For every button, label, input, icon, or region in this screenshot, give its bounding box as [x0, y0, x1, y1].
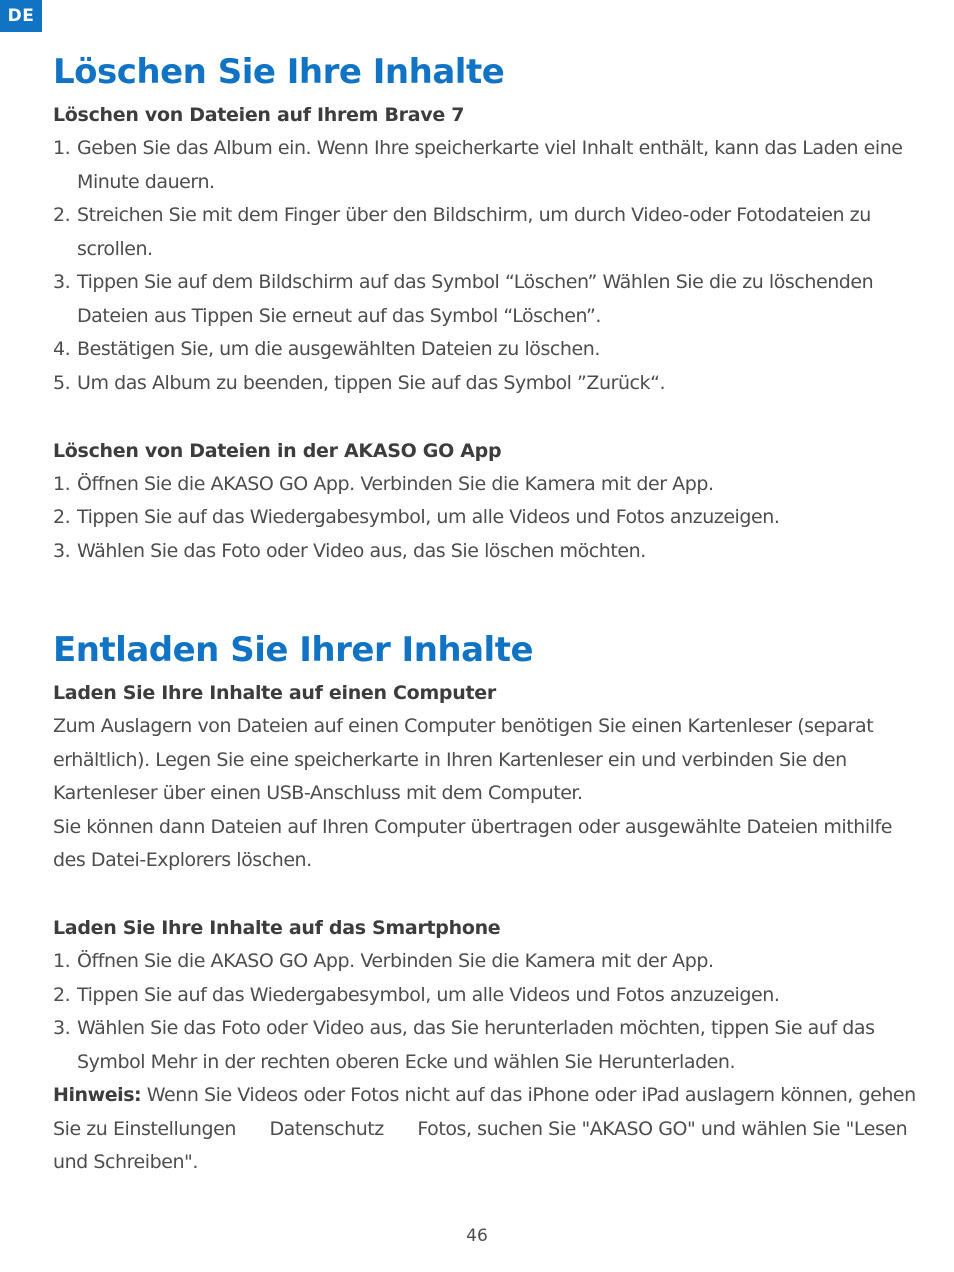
list-item-text: Geben Sie das Album ein. Wenn Ihre speicherkarte viel Inhalt enthält, kann das Laden eine Minute dauern.: [77, 137, 903, 193]
subheading-delete-on-camera: Löschen von Dateien auf Ihrem Brave 7: [53, 104, 465, 126]
list-item: [53, 333, 923, 367]
list-item-number: 3.: [53, 539, 71, 562]
spacer: [53, 568, 923, 624]
section-title-offload: Entladen Sie Ihrer Inhalte: [53, 630, 534, 670]
list-item-number: 2.: [53, 983, 71, 1006]
list-item: [53, 367, 923, 401]
list-item: [53, 501, 923, 535]
list-item: [53, 979, 923, 1013]
list-item-text: Wählen Sie das Foto oder Video aus, das Sie herunterladen möchten, tippen Sie auf das Symbol Mehr in der rechten oberen Ecke und wählen Sie Herunterladen.: [77, 1017, 875, 1073]
list-item-text: Öffnen Sie die AKASO GO App. Verbinden Sie die Kamera mit der App.: [77, 472, 714, 495]
list-item: [53, 945, 923, 979]
paragraph-card-reader: Zum Auslagern von Dateien auf einen Computer benötigen Sie einen Kartenleser (separat erhältlich). Legen Sie eine speicherkarte in Ihren Kartenleser ein und verbinden Sie den Kartenleser über einen USB-Anschluss mit dem Computer.: [53, 715, 874, 804]
list-item-text: Tippen Sie auf dem Bildschirm auf das Symbol “Löschen” Wählen Sie die zu löschenden Dateien aus Tippen Sie erneut auf das Symbol “Löschen”.: [77, 271, 874, 327]
page-content: [53, 46, 923, 1180]
steps-delete-in-app: [53, 468, 923, 569]
paragraph-file-explorer: Sie können dann Dateien auf Ihren Computer übertragen oder ausgewählte Dateien mithilfe des Datei-Explorers löschen.: [53, 815, 892, 871]
list-item-text: Um das Album zu beenden, tippen Sie auf das Symbol ”Zurück“.: [77, 371, 666, 394]
section-title-delete: Löschen Sie Ihre Inhalte: [53, 52, 505, 92]
list-item: [53, 468, 923, 502]
list-item-number: 5.: [53, 371, 71, 394]
list-item-text: Tippen Sie auf das Wiedergabesymbol, um alle Videos und Fotos anzuzeigen.: [77, 506, 780, 528]
steps-offload-smartphone: [53, 945, 923, 1079]
language-badge: DE: [0, 0, 42, 32]
list-item: [53, 132, 923, 199]
list-item-text: Bestätigen Sie, um die ausgewählten Dateien zu löschen.: [77, 338, 600, 360]
list-item-text: Öffnen Sie die AKASO GO App. Verbinden Sie die Kamera mit der App.: [77, 950, 714, 972]
list-item: [53, 1012, 923, 1079]
list-item-number: 1.: [53, 950, 71, 972]
spacer: [53, 400, 923, 434]
steps-delete-on-camera: [53, 132, 923, 400]
list-item-number: 2.: [53, 204, 71, 226]
list-item: [53, 535, 923, 569]
list-item-number: 1.: [53, 472, 71, 495]
list-item-number: 4.: [53, 338, 71, 360]
list-item-number: 3.: [53, 1017, 71, 1039]
spacer: [53, 878, 923, 912]
list-item-text: Wählen Sie das Foto oder Video aus, das Sie löschen möchten.: [77, 539, 646, 562]
note-paragraph: [53, 1079, 923, 1180]
list-item-number: 1.: [53, 137, 71, 159]
list-item-number: 3.: [53, 271, 71, 293]
page-number: 46: [466, 1226, 488, 1246]
note-label: Hinweis:: [53, 1084, 142, 1106]
subheading-offload-computer: Laden Sie Ihre Inhalte auf einen Computer: [53, 682, 496, 704]
note-text: Wenn Sie Videos oder Fotos nicht auf das iPhone oder iPad auslagern können, gehen Sie zu Einstellungen Datenschutz Fotos, suchen Sie "AKASO GO" und wählen Sie "Lesen und Schreiben".: [53, 1084, 922, 1173]
list-item-text: Streichen Sie mit dem Finger über den Bildschirm, um durch Video-oder Fotodateien zu scrollen.: [77, 204, 871, 260]
list-item-number: 2.: [53, 506, 71, 528]
list-item-text: Tippen Sie auf das Wiedergabesymbol, um alle Videos und Fotos anzuzeigen.: [77, 983, 780, 1006]
subheading-delete-in-app: Löschen von Dateien in der AKASO GO App: [53, 439, 502, 462]
list-item: [53, 266, 923, 333]
subheading-offload-smartphone: Laden Sie Ihre Inhalte auf das Smartphone: [53, 917, 501, 939]
list-item: [53, 199, 923, 266]
